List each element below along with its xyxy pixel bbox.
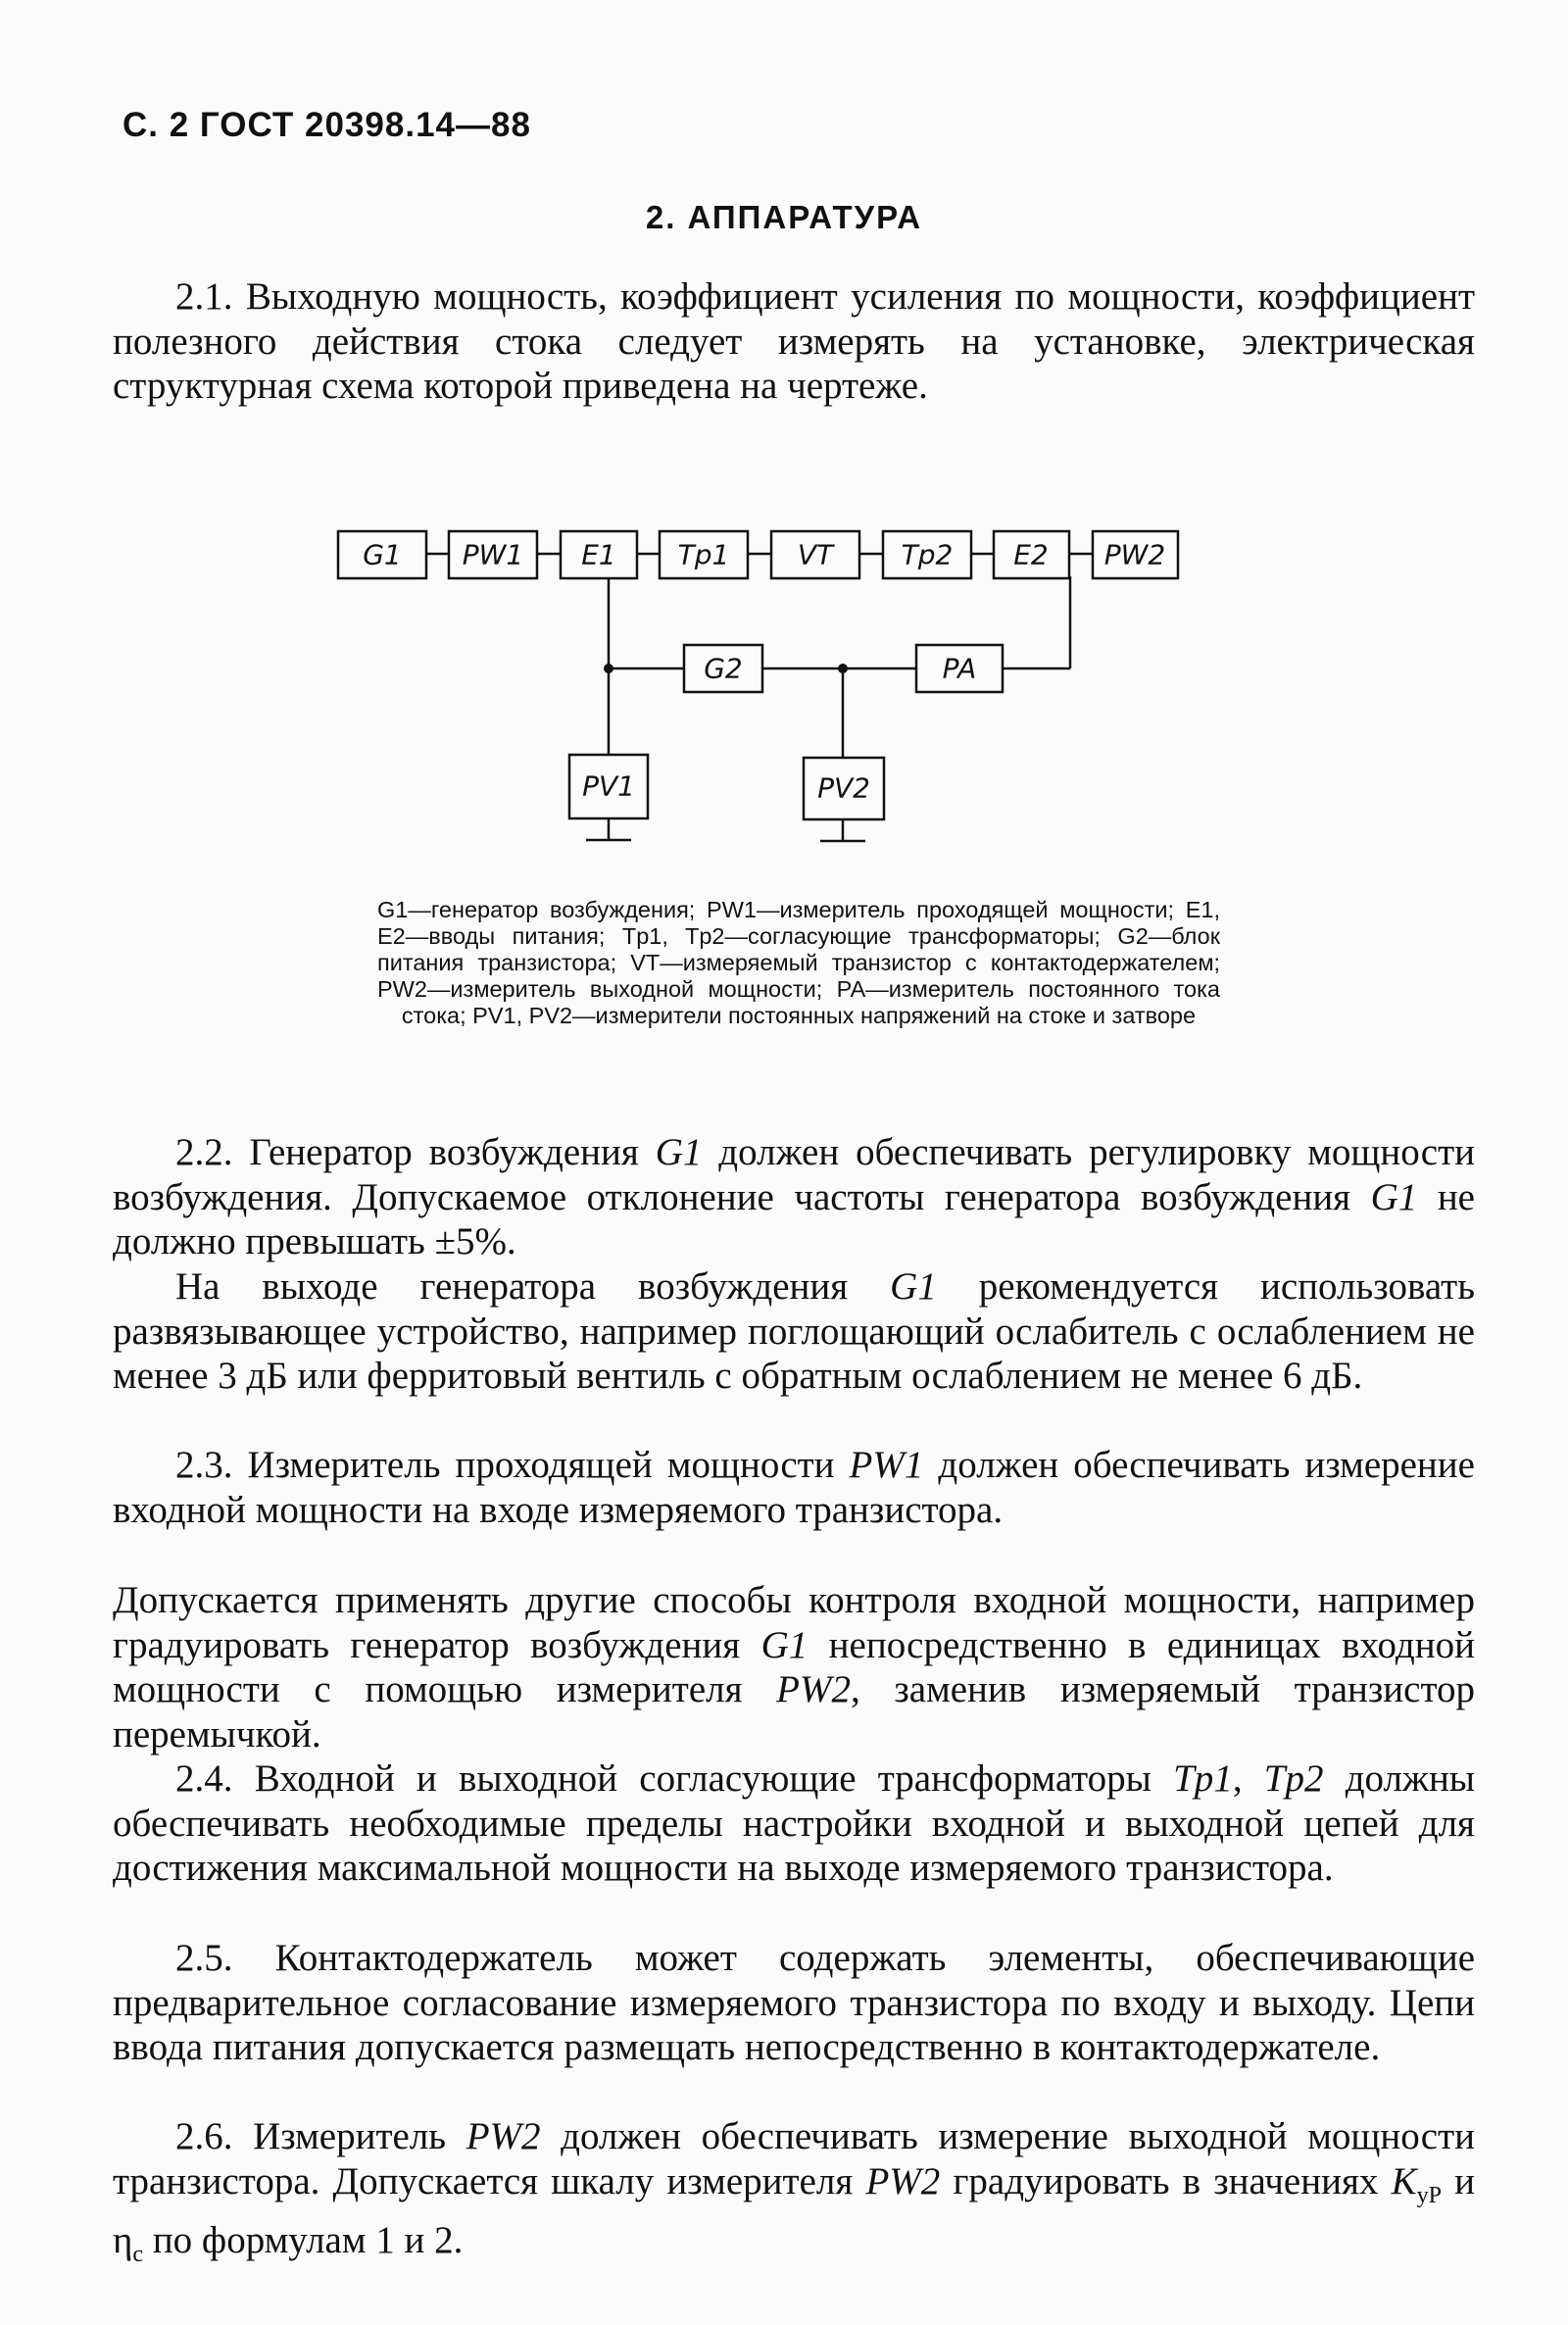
- paragraph-2-2-continued: На выходе генератора возбуждения G1 рекомендуется использовать развязывающее устройство, например поглощающий ослабитель с ослаблением не менее 3 дБ или ферритовый вентиль с обратным ослаблением не менее 6 дБ.: [113, 1265, 1475, 1397]
- label-tp1: Tp1: [677, 538, 730, 571]
- circuit-diagram: [328, 510, 1250, 853]
- label-g2: G2: [704, 652, 743, 685]
- paragraph-2-5: 2.5. Контактодержатель может содержать элементы, обеспечивающие предварительное согласование измеряемого транзистора по входу и выходу. Цепи ввода питания допускается размещать непосредственно в контактодержателе.: [113, 1937, 1475, 2068]
- label-pa: PA: [942, 652, 977, 685]
- label-vt: VT: [797, 538, 834, 571]
- paragraph-2-3-continued: Допускается применять другие способы контроля входной мощности, например градуировать генератор возбуждения G1 непосредственно в единицах входной мощности с помощью измерителя PW2, заменив измеряемый транзистор перемычкой.: [113, 1579, 1476, 1756]
- diagram-caption: G1—генератор возбуждения; PW1—измеритель проходящей мощности; E1, E2—вводы питания; Tp1, Tp2—согласующие трансформаторы; G2—блок питания транзистора; VT—измеряемый транзистор с контактодержателем; PW2—измеритель выходной мощности; PA—измеритель постоянного тока стока; PV1, PV2—измерители постоянных напряжений на стоке и затворе: [377, 897, 1220, 1028]
- section-title: 2. АППАРАТУРА: [645, 199, 923, 235]
- paragraph-2-6: 2.6. Измеритель PW2 должен обеспечивать измерение выходной мощности транзистора. Допускается шкалу измерителя PW2 градуировать в значениях $K_{уР}$ и $\eta_с$ по формулам 1 и 2.: [113, 2115, 1475, 2267]
- paragraph-2-3: 2.3. Измеритель проходящей мощности PW1 должен обеспечивать измерение входной мощности на входе измеряемого транзистора.: [113, 1444, 1475, 1531]
- label-pv2: PV2: [817, 771, 870, 805]
- label-g1: G1: [363, 538, 402, 571]
- label-e2: E2: [1013, 538, 1049, 571]
- page-header: С. 2 ГОСТ 20398.14—88: [122, 106, 531, 144]
- label-tp2: Tp2: [901, 538, 954, 571]
- label-pv1: PV1: [582, 769, 635, 803]
- junction-node-e1: [604, 664, 613, 673]
- label-e1: E1: [581, 538, 616, 571]
- label-pw2: PW2: [1103, 538, 1166, 571]
- paragraph-2-2: 2.2. Генератор возбуждения G1 должен обеспечивать регулировку мощности возбуждения. Допускаемое отклонение частоты генератора возбуждения G1 не должно превышать ±5%.: [113, 1131, 1476, 1262]
- paragraph-2-1: 2.1. Выходную мощность, коэффициент усиления по мощности, коэффициент полезного действия стока следует измерять на установке, электрическая структурная схема которой приведена на чертеже.: [113, 275, 1475, 407]
- label-pw1: PW1: [462, 538, 524, 571]
- paragraph-2-4: 2.4. Входной и выходной согласующие трансформаторы Tp1, Tp2 должны обеспечивать необходимые пределы настройки входной и выходной цепей для достижения максимальной мощности на выходе измеряемого транзистора.: [113, 1757, 1476, 1889]
- junction-node-g2-pa: [838, 664, 848, 673]
